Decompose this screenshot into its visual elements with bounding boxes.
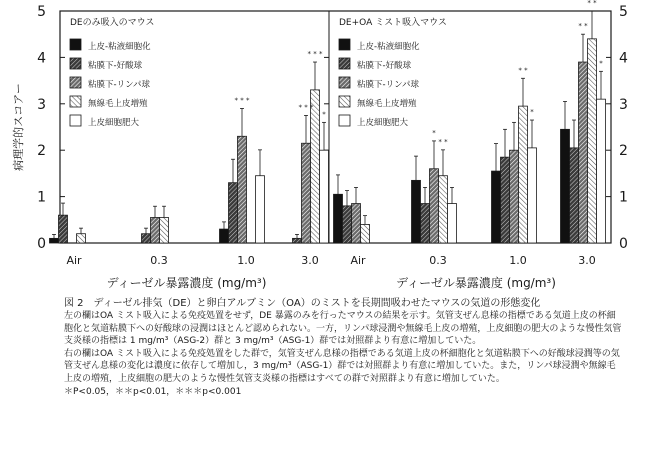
y-tick-label-right: 3 xyxy=(619,96,628,113)
x-tick-label: 0.3 xyxy=(150,254,168,267)
x-axis-label: ディーゼル暴露濃度 (mg/m³) xyxy=(396,276,556,290)
y-tick-label-right: 4 xyxy=(619,50,628,67)
significance-marker: * xyxy=(322,110,326,119)
y-axis-label: 病理学的スコアー xyxy=(12,83,25,171)
y-tick-label-right: 2 xyxy=(619,143,628,160)
bar xyxy=(334,194,343,243)
y-tick-label-right: 0 xyxy=(619,236,628,252)
significance-marker: * * * xyxy=(298,103,314,112)
significance-marker: * * * xyxy=(307,50,323,59)
legend-label: 無線毛上皮増殖 xyxy=(357,99,417,109)
legend-label: 粘膜下-リンパ球 xyxy=(357,80,419,90)
figure-caption xyxy=(64,297,624,398)
legend-swatch xyxy=(339,96,350,107)
x-tick-label: 0.3 xyxy=(429,254,447,267)
bar xyxy=(256,176,265,243)
legend-swatch xyxy=(339,77,350,88)
x-tick-label: 3.0 xyxy=(301,254,319,267)
bar xyxy=(302,143,311,243)
bar xyxy=(561,129,570,243)
bar xyxy=(59,215,68,243)
y-tick-label-left: 4 xyxy=(37,50,46,67)
caption-significance-note: ＊P<0.05，＊＊p<0.01，＊＊＊p<0.001 xyxy=(64,386,242,397)
bar xyxy=(142,234,151,243)
significance-marker: * xyxy=(530,108,534,117)
y-tick-label-right: 5 xyxy=(619,4,628,20)
legend-box xyxy=(66,15,184,133)
bar xyxy=(492,171,501,243)
legend-swatch xyxy=(70,96,81,107)
bar xyxy=(412,180,421,243)
legend-swatch xyxy=(70,115,81,126)
x-tick-label: Air xyxy=(66,254,82,267)
y-tick-label-left: 0 xyxy=(37,236,46,252)
significance-marker: * * xyxy=(518,66,528,75)
legend-box xyxy=(335,15,453,133)
bar xyxy=(293,238,302,243)
x-tick-label: 1.0 xyxy=(237,254,255,267)
significance-marker: * * xyxy=(587,0,597,7)
significance-marker: * * xyxy=(578,22,588,31)
bar xyxy=(510,150,519,243)
bar xyxy=(588,39,597,243)
significance-marker: * * * xyxy=(234,96,250,105)
bar xyxy=(320,150,329,243)
bar xyxy=(597,99,606,243)
y-tick-label-right: 1 xyxy=(619,189,628,206)
legend-swatch xyxy=(339,39,350,50)
bar xyxy=(238,136,247,243)
legend-label: 粘膜下-リンパ球 xyxy=(88,80,150,90)
bar xyxy=(352,204,361,243)
bar xyxy=(570,148,579,243)
bar xyxy=(421,204,430,243)
significance-marker: * xyxy=(432,128,436,137)
y-tick-label-left: 2 xyxy=(37,143,46,160)
x-tick-label: 3.0 xyxy=(578,254,596,267)
bar xyxy=(501,157,510,243)
bar xyxy=(430,169,439,243)
bar xyxy=(311,90,320,243)
bar xyxy=(579,62,588,243)
legend-label: 上皮細胞肥大 xyxy=(357,118,409,128)
bar xyxy=(448,204,457,243)
caption-paragraph-right: 右の欄はOA ミスト吸入による免疫処置をした群で，気管支ぜん息様の指標である気道上皮の杯細胞化と気道粘膜下への好酸球浸潤等の気管支ぜん息様の変化は濃度に依存して増加し，3 mg/m³（ASG-1）群では対照群より有意に増加していた。また，リンパ球浸潤や無線毛上皮の増殖，上皮細胞の肥大のような慢性気管支炎様の指標はすべての群で対照群より有意に増加していた。 xyxy=(64,348,620,384)
significance-marker: * xyxy=(599,59,603,68)
legend-label: 粘膜下-好酸球 xyxy=(88,61,143,71)
bar xyxy=(439,176,448,243)
caption-paragraph-left: 左の欄はOA ミスト吸入による免疫処置をせず，DE 暴露のみを行ったマウスの結果を示す。気管支ぜん息様の指標である気道上皮の杯細胞化と気道粘膜下への好酸球の浸潤はほとんど認められない。一方，リンパ球浸潤や無線毛上皮の増殖，上皮細胞の肥大のような慢性気管支炎様の指標は 1 mg/m³（ASG-2）群と 3 mg/m³（ASG-1）群では対照群より有意に増加していた。 xyxy=(64,311,622,347)
legend-label: 上皮-粘液細胞化 xyxy=(88,42,151,52)
bar xyxy=(519,106,528,243)
caption-title: 図 2 ディーゼル排気（DE）と卵白アルブミン（OA）のミストを長期間吸わせたマウスの気道の形態変化 xyxy=(64,298,541,309)
bar xyxy=(528,148,537,243)
legend-swatch xyxy=(70,39,81,50)
panel-title: DE+OA ミスト吸入マウス xyxy=(339,18,447,28)
bar xyxy=(229,183,238,243)
legend-swatch xyxy=(339,58,350,69)
bar xyxy=(343,206,352,243)
bar xyxy=(160,217,169,243)
legend-label: 無線毛上皮増殖 xyxy=(88,99,148,109)
bar xyxy=(361,224,370,243)
panel-title: DEのみ吸入のマウス xyxy=(70,18,155,28)
x-tick-label: 1.0 xyxy=(509,254,527,267)
bar xyxy=(220,229,229,243)
legend-label: 上皮-粘液細胞化 xyxy=(357,42,420,52)
y-tick-label-left: 5 xyxy=(37,4,46,20)
y-tick-label-left: 1 xyxy=(37,189,46,206)
legend-label: 粘膜下-好酸球 xyxy=(357,61,412,71)
significance-marker: * * xyxy=(438,137,448,146)
bar xyxy=(151,217,160,243)
legend-swatch xyxy=(70,58,81,69)
legend-swatch xyxy=(339,115,350,126)
bar xyxy=(77,234,86,243)
legend-label: 上皮細胞肥大 xyxy=(88,118,140,128)
x-tick-label: Air xyxy=(350,254,366,267)
x-axis-label: ディーゼル暴露濃度 (mg/m³) xyxy=(106,276,267,290)
y-tick-label-left: 3 xyxy=(37,96,46,113)
bar xyxy=(50,238,59,243)
legend-swatch xyxy=(70,77,81,88)
